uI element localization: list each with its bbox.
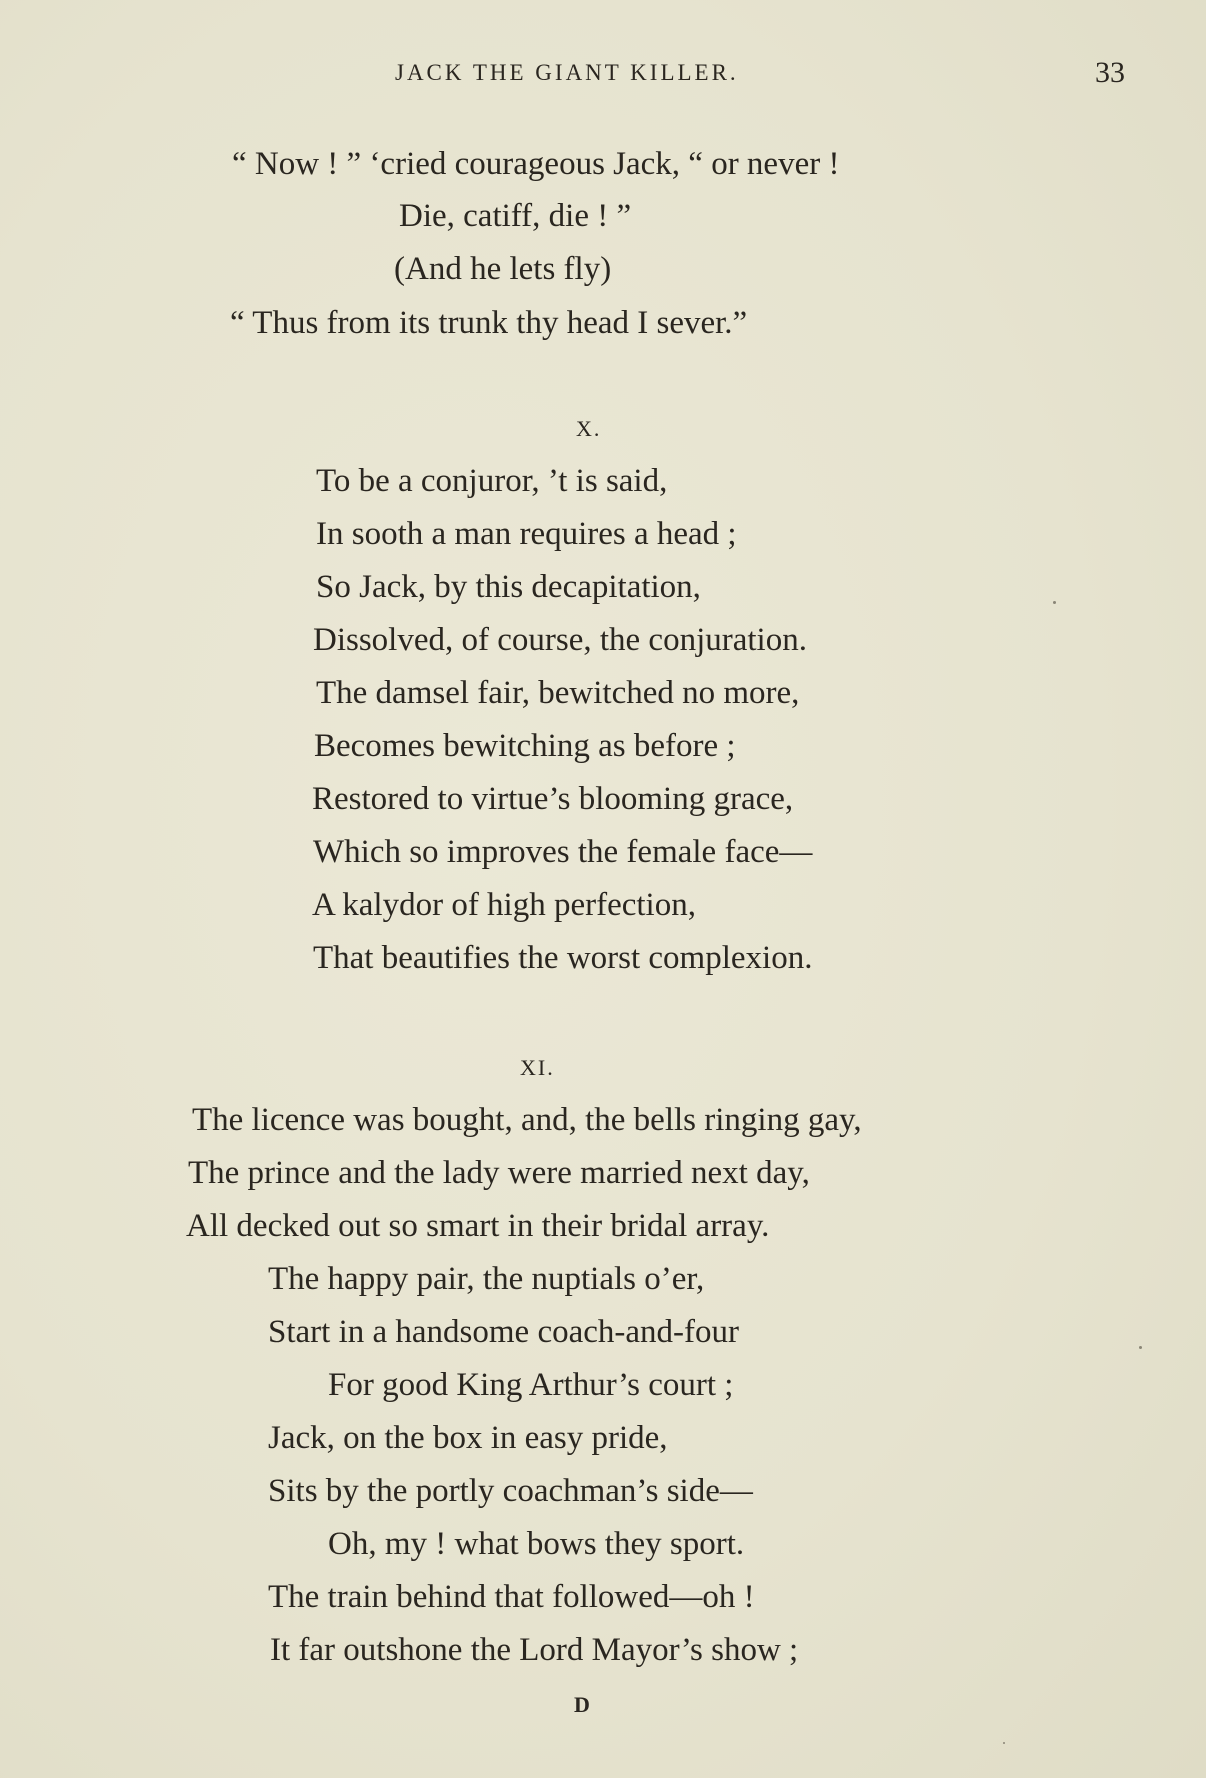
verse-line: “ Thus from its trunk thy head I sever.” (230, 305, 748, 341)
verse-line: Which so improves the female face— (313, 834, 813, 870)
stanza-number: XI. (520, 1055, 555, 1080)
page-header (0, 58, 1206, 98)
verse-line: (And he lets fly) (394, 251, 612, 287)
verse-line: The prince and the lady were married next day, (188, 1155, 810, 1191)
verse-line: Start in a handsome coach-and-four (268, 1314, 739, 1350)
verse-line: The train behind that followed—oh ! (268, 1579, 755, 1615)
verse-line: Sits by the portly coachman’s side— (268, 1473, 753, 1509)
verse-line: So Jack, by this decapitation, (316, 569, 701, 605)
running-title: JACK THE GIANT KILLER. (395, 60, 739, 85)
verse-line: “ Now ! ” ‘cried courageous Jack, “ or never ! (232, 146, 840, 182)
verse-line: All decked out so smart in their bridal array. (186, 1208, 770, 1244)
verse-line: Dissolved, of course, the conjuration. (313, 622, 807, 658)
verse-line: Restored to virtue’s blooming grace, (312, 781, 794, 817)
verse-line: Oh, my ! what bows they sport. (328, 1526, 745, 1562)
verse-line: Die, catiff, die ! ” (399, 198, 632, 234)
paper-speck (1003, 1742, 1005, 1744)
verse-line: Becomes bewitching as before ; (314, 728, 736, 764)
verse-line: Jack, on the box in easy pride, (268, 1420, 668, 1456)
verse-line: In sooth a man requires a head ; (316, 516, 737, 552)
paper-speck (1139, 1346, 1142, 1349)
paper-speck (1053, 601, 1056, 604)
verse-line: For good King Arthur’s court ; (328, 1367, 734, 1403)
verse-line: To be a conjuror, ’t is said, (316, 463, 668, 499)
verse-line: A kalydor of high perfection, (312, 887, 696, 923)
verse-line: The licence was bought, and, the bells ringing gay, (192, 1102, 862, 1138)
page-number: 33 (1095, 56, 1125, 89)
verse-line: That beautifies the worst complexion. (313, 940, 813, 976)
stanza-number: X. (576, 416, 602, 441)
verse-line: The happy pair, the nuptials o’er, (268, 1261, 705, 1297)
signature-mark: D (574, 1692, 590, 1717)
verse-line: It far outshone the Lord Mayor’s show ; (270, 1632, 799, 1668)
verse-line: The damsel fair, bewitched no more, (316, 675, 800, 711)
